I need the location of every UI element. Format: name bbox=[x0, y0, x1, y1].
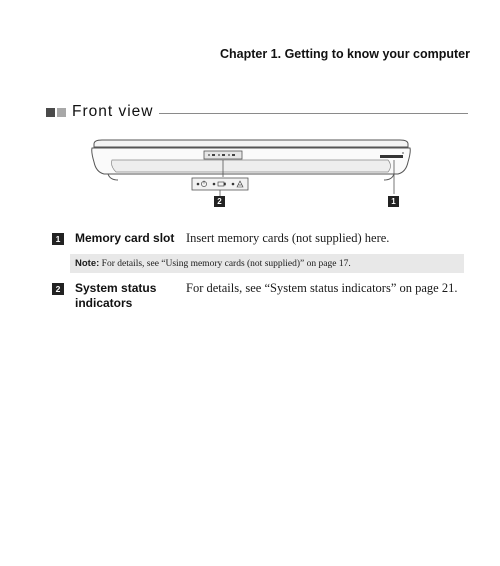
item-system-status-indicators bbox=[52, 281, 472, 313]
callout-badge-1: 1 bbox=[388, 196, 399, 207]
note-box bbox=[70, 254, 464, 273]
item-description: Insert memory cards (not supplied) here. bbox=[186, 231, 390, 245]
laptop-front-illustration bbox=[88, 138, 414, 210]
section-title: Front view bbox=[72, 103, 154, 120]
section-title-row bbox=[46, 102, 468, 122]
note-label: Note: bbox=[75, 258, 100, 269]
callout-badge-2: 2 bbox=[214, 196, 225, 207]
item-description: For details, see “System status indicators” on page 21. bbox=[186, 281, 458, 295]
section-title-rule bbox=[159, 113, 469, 114]
note-text: For details, see “Using memory cards (not supplied)” on page 17. bbox=[99, 259, 351, 269]
section-title-bullet-icon bbox=[46, 108, 66, 117]
item-memory-card-slot bbox=[52, 231, 472, 249]
laptop-front-drawing bbox=[88, 138, 414, 210]
item-number-badge: 1 bbox=[52, 233, 64, 245]
item-term-line2: indicators bbox=[75, 296, 133, 310]
chapter-header: Chapter 1. Getting to know your computer bbox=[219, 47, 470, 61]
item-term: Memory card slot bbox=[75, 231, 175, 245]
item-number-badge: 2 bbox=[52, 283, 64, 295]
item-term bbox=[75, 281, 156, 311]
item-term-line1: System status bbox=[75, 281, 157, 295]
